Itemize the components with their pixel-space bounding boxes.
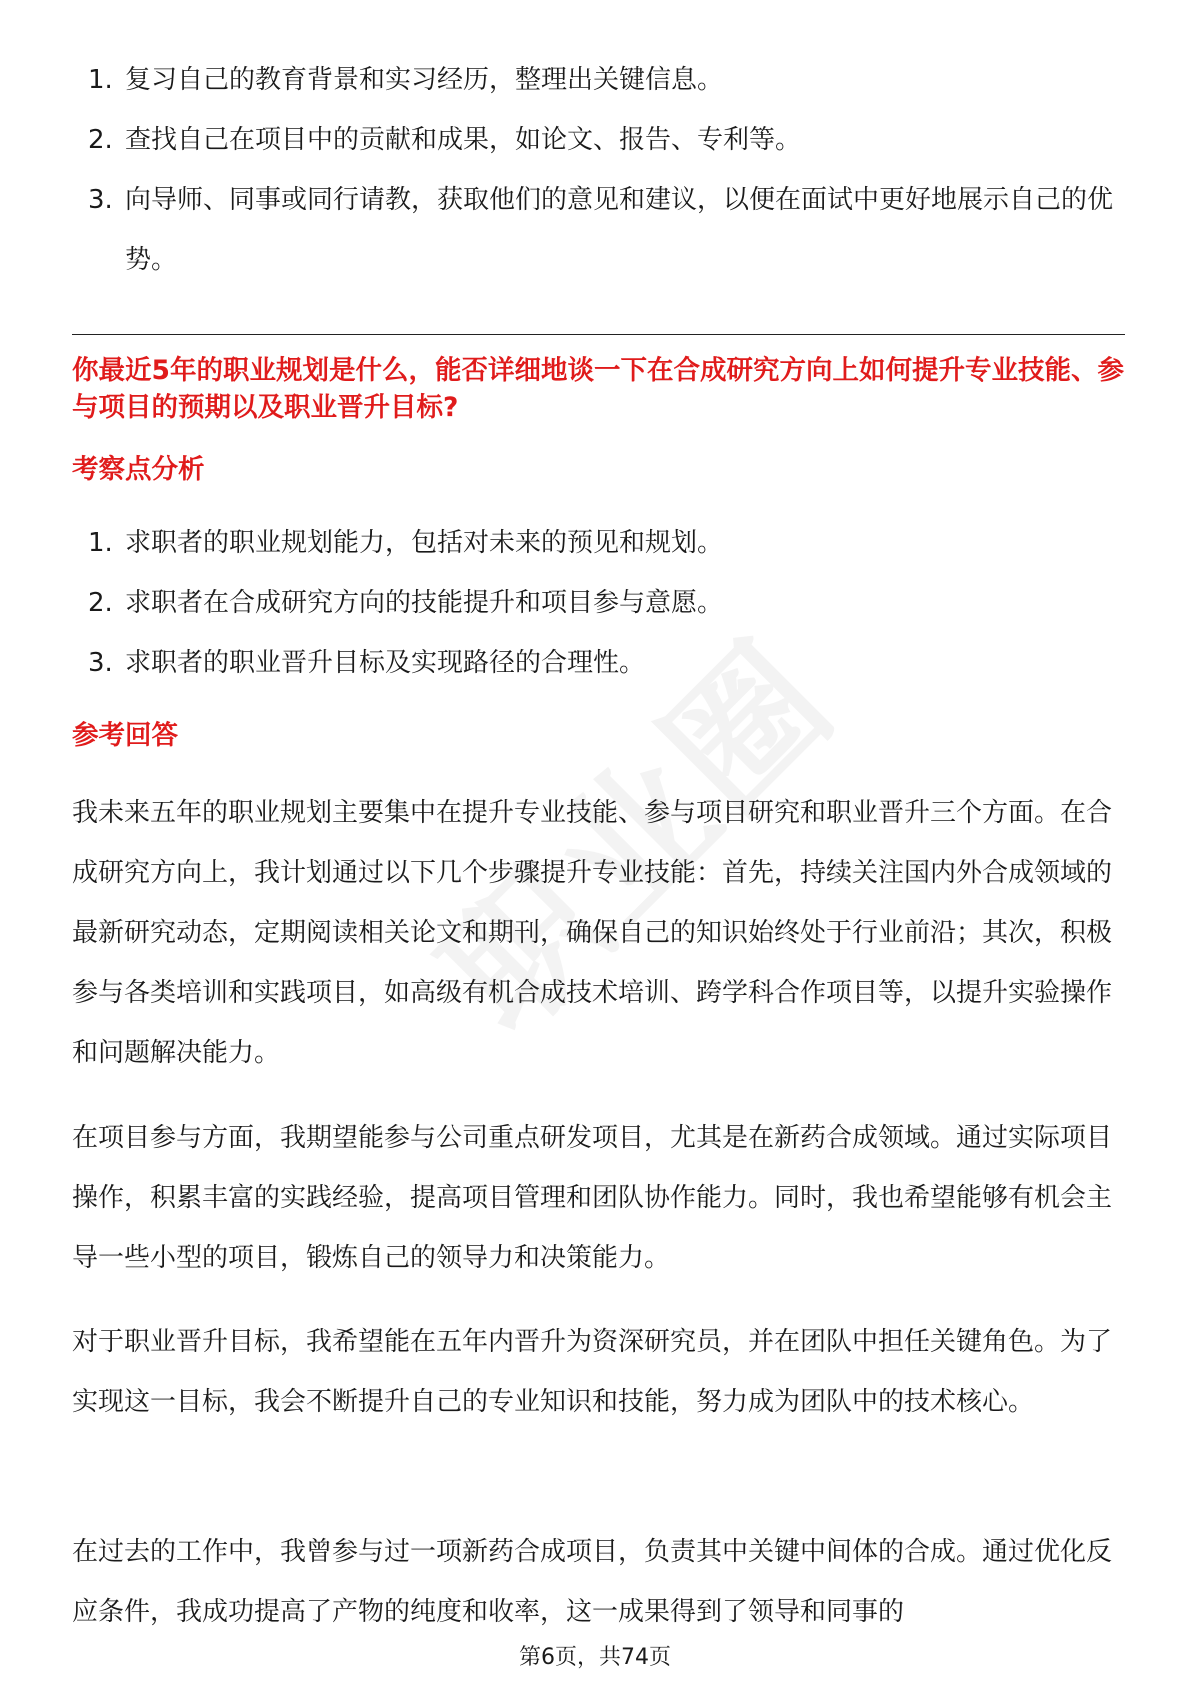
prep-steps-list [0,50,1190,290]
list-text: 求职者在合成研究方向的技能提升和项目参与意愿。 [125,588,724,618]
list-text: 向导师、同事或同行请教，获取他们的意见和建议，以便在面试中更好地展示自己的优势。 [125,185,1114,275]
page-number: 第6页，共74页 [519,1645,671,1670]
analysis-list [0,513,1190,693]
answer-paragraph: 对于职业晋升目标，我希望能在五年内晋升为资深研究员，并在团队中担任关键角色。为了实现这一目标，我会不断提升自己的专业知识和技能，努力成为团队中的技术核心。 [72,1327,1113,1417]
list-number: 3. [88,648,113,678]
answer-paragraph: 我未来五年的职业规划主要集中在提升专业技能、参与项目研究和职业晋升三个方面。在合成研究方向上，我计划通过以下几个步骤提升专业技能：首先，持续关注国内外合成领域的最新研究动态，定期阅读相关论文和期刊，确保自己的知识始终处于行业前沿；其次，积极参与各类培训和实践项目，如高级有机合成技术培训、跨学科合作项目等，以提升实验操作和问题解决能力。 [72,798,1113,1068]
answer-paragraph: 在过去的工作中，我曾参与过一项新药合成项目，负责其中关键中间体的合成。通过优化反应条件，我成功提高了产物的纯度和收率，这一成果得到了领导和同事的 [72,1537,1113,1627]
answer-paragraph: 在项目参与方面，我期望能参与公司重点研发项目，尤其是在新药合成领域。通过实际项目操作，积累丰富的实践经验，提高项目管理和团队协作能力。同时，我也希望能够有机会主导一些小型的项目，锻炼自己的领导力和决策能力。 [72,1123,1113,1273]
list-number: 2. [88,588,113,618]
list-number: 3. [88,185,113,215]
list-text: 求职者的职业规划能力，包括对未来的预见和规划。 [125,528,724,558]
answer-heading: 参考回答 [72,720,178,751]
list-text: 查找自己在项目中的贡献和成果，如论文、报告、专利等。 [125,125,802,155]
list-item [0,573,1190,633]
analysis-heading: 考察点分析 [72,454,205,485]
list-item [0,170,1190,290]
list-number: 1. [88,65,113,95]
list-item [0,513,1190,573]
list-item [0,633,1190,693]
section-divider [72,334,1125,335]
list-text: 求职者的职业晋升目标及实现路径的合理性。 [125,648,646,678]
interview-question: 你最近5年的职业规划是什么，能否详细地谈一下在合成研究方向上如何提升专业技能、参与项目的预期以及职业晋升目标? [72,355,1124,423]
list-item [0,50,1190,110]
list-item [0,110,1190,170]
list-text: 复习自己的教育背景和实习经历，整理出关键信息。 [125,65,724,95]
list-number: 1. [88,528,113,558]
list-number: 2. [88,125,113,155]
